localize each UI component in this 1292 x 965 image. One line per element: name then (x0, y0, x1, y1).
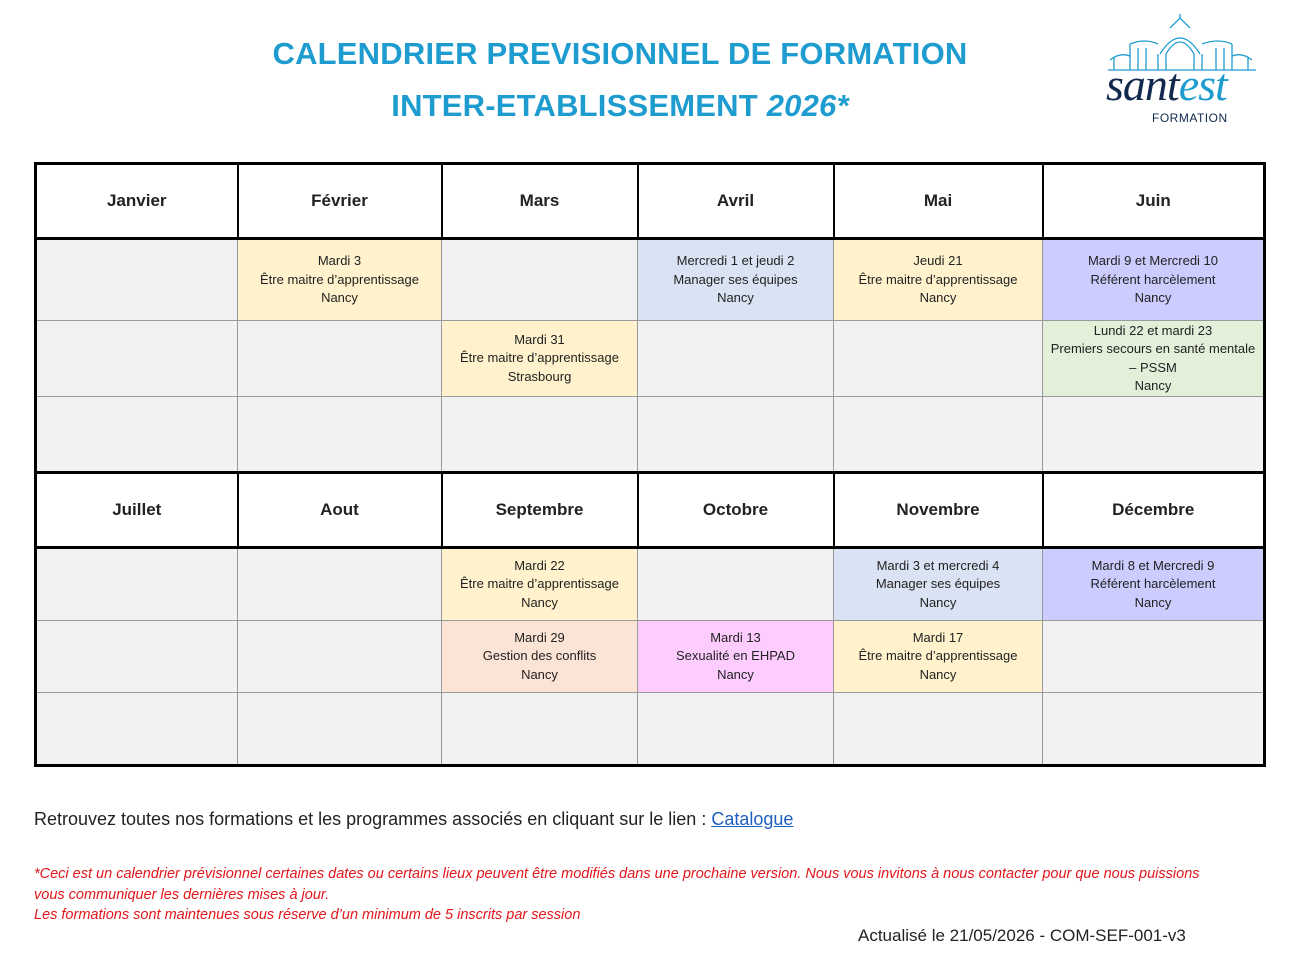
calendar-body (36, 164, 1265, 766)
empty-cell (638, 693, 834, 766)
empty-cell (238, 321, 442, 397)
page-title-line1: CALENDRIER PREVISIONNEL DE FORMATION (272, 36, 968, 71)
disclaimer-line1: *Ceci est un calendrier prévisionnel certaines dates ou certains lieux peuvent être modifiés dans une prochaine version. Nous vous invitons à nous contacter pour que nous puissions vous communiquer les dernières mises à jour. (34, 866, 1200, 903)
session-cell (638, 621, 834, 693)
session-location: Nancy (521, 594, 558, 610)
session-location: Nancy (919, 290, 957, 306)
catalog-link[interactable]: Catalogue (711, 809, 794, 829)
session-title: Référent harcèlement (1090, 271, 1216, 287)
month-header-row (36, 473, 1265, 548)
session-cell (1043, 321, 1265, 397)
empty-cell (36, 621, 238, 693)
session-location: Strasbourg (507, 368, 572, 384)
logo-word-part2: est (1178, 59, 1227, 110)
session-title: Sexualité en EHPAD (676, 648, 795, 664)
empty-cell (834, 693, 1043, 766)
month-header-row (36, 164, 1265, 239)
update-stamp: Actualisé le 21/05/2026 - COM-SEF-001-v3 (858, 926, 1186, 945)
session-location: Nancy (717, 290, 754, 306)
session-cell (442, 321, 638, 397)
session-cell (442, 548, 638, 621)
session-date: Mardi 17 (912, 629, 964, 645)
disclaimer-line2: Les formations sont maintenues sous réserve d’un minimum de 5 inscrits par session (34, 907, 581, 923)
session-date: Mardi 8 et Mercredi 9 (1091, 557, 1215, 573)
logo-word-part1: sant (1106, 59, 1179, 110)
session-row (36, 321, 1265, 397)
session-date: Jeudi 21 (913, 253, 963, 269)
empty-cell (238, 693, 442, 766)
month-header: Octobre (638, 473, 834, 548)
disclaimer-note (34, 864, 1214, 926)
session-location: Nancy (717, 666, 754, 682)
month-header: Décembre (1043, 473, 1265, 548)
session-date: Mardi 29 (514, 629, 565, 645)
month-header: Juillet (36, 473, 238, 548)
session-cell (834, 239, 1043, 321)
empty-cell (1043, 693, 1265, 766)
empty-cell (442, 693, 638, 766)
session-cell (834, 621, 1043, 693)
session-title: Manager ses équipes (673, 271, 798, 287)
session-cell (834, 548, 1043, 621)
empty-cell (238, 621, 442, 693)
month-header: Juin (1043, 164, 1265, 239)
session-title: Être maitre d’apprentissage (858, 271, 1018, 287)
session-title: Être maitre d’apprentissage (460, 350, 619, 366)
session-date: Mardi 22 (514, 557, 565, 573)
session-cell (1043, 239, 1265, 321)
session-title: Être maitre d’apprentissage (460, 576, 619, 592)
month-header: Aout (238, 473, 442, 548)
month-header: Mai (834, 164, 1043, 239)
session-title: Premiers secours en santé mentale – PSSM (1050, 341, 1256, 375)
empty-cell (638, 548, 834, 621)
empty-cell (834, 397, 1043, 473)
empty-cell (36, 548, 238, 621)
session-date: Mardi 3 et mercredi 4 (876, 557, 1000, 573)
session-cell (442, 621, 638, 693)
session-cell (1043, 548, 1265, 621)
session-date: Mardi 9 et Mercredi 10 (1087, 253, 1219, 269)
month-header: Septembre (442, 473, 638, 548)
month-header: Novembre (834, 473, 1043, 548)
session-cell (238, 239, 442, 321)
session-row (36, 397, 1265, 473)
page-title-line2 (0, 88, 1240, 124)
session-date: Mardi 31 (514, 331, 565, 347)
logo-wordmark (1106, 58, 1227, 111)
empty-cell (638, 397, 834, 473)
session-location: Nancy (919, 666, 957, 682)
session-date: Mardi 13 (710, 629, 761, 645)
empty-cell (36, 397, 238, 473)
session-location: Nancy (521, 666, 558, 682)
empty-cell (36, 693, 238, 766)
empty-cell (834, 321, 1043, 397)
empty-cell (442, 239, 638, 321)
session-date: Lundi 22 et mardi 23 (1093, 322, 1213, 338)
title-prefix: INTER-ETABLISSEMENT (391, 88, 767, 123)
catalog-line (34, 809, 793, 830)
session-location: Nancy (919, 594, 957, 610)
session-row (36, 548, 1265, 621)
session-row (36, 693, 1265, 766)
empty-cell (1043, 621, 1265, 693)
empty-cell (238, 397, 442, 473)
session-title: Gestion des conflits (482, 648, 597, 664)
session-location: Nancy (1134, 594, 1172, 610)
session-title: Référent harcèlement (1090, 576, 1216, 592)
session-location: Nancy (1134, 290, 1172, 306)
session-cell (638, 239, 834, 321)
empty-cell (1043, 397, 1265, 473)
session-title: Manager ses équipes (875, 576, 1001, 592)
session-location: Nancy (321, 290, 358, 306)
session-title: Être maitre d’apprentissage (858, 648, 1018, 664)
session-location: Nancy (1134, 378, 1172, 393)
month-header: Février (238, 164, 442, 239)
title-year: 2026* (766, 88, 849, 123)
catalog-text: Retrouvez toutes nos formations et les programmes associés en cliquant sur le lien : (34, 809, 712, 829)
month-header: Mars (442, 164, 638, 239)
session-title: Être maitre d’apprentissage (260, 271, 419, 287)
month-header: Avril (638, 164, 834, 239)
empty-cell (442, 397, 638, 473)
logo-subtitle: FORMATION (1152, 111, 1228, 125)
empty-cell (638, 321, 834, 397)
month-header: Janvier (36, 164, 238, 239)
session-date: Mercredi 1 et jeudi 2 (676, 253, 795, 269)
empty-cell (36, 321, 238, 397)
empty-cell (238, 548, 442, 621)
empty-cell (36, 239, 238, 321)
calendar-table (34, 162, 1266, 767)
session-row (36, 621, 1265, 693)
santest-logo (1100, 14, 1265, 129)
session-date: Mardi 3 (317, 253, 362, 269)
session-row (36, 239, 1265, 321)
